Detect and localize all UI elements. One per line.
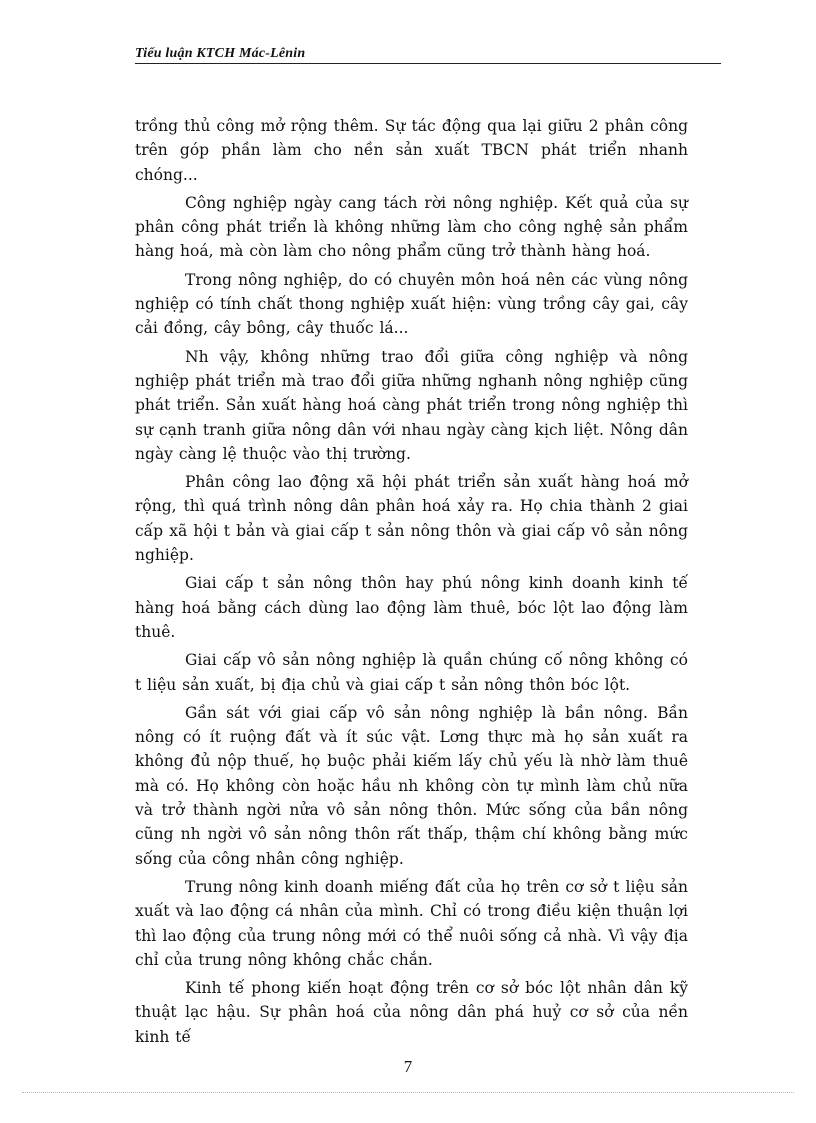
paragraph: Trung nông kinh doanh miếng đất của họ trên cơ sở t liệu sản xuất và lao động cá nhân của mình. Chỉ có trong điều kiện thuận lợi thì lao động của trung nông mới có thể nuôi sống cả nhà. Vì vậy địa chỉ của trung nông không chắc chắn. (135, 877, 688, 969)
page-bottom-border (22, 1092, 794, 1093)
running-header: Tiểu luận KTCH Mác-Lênin (135, 46, 721, 64)
paragraph: trồng thủ công mở rộng thêm. Sự tác động qua lại giữu 2 phân công trên góp phần làm cho nền sản xuất TBCN phát triển nhanh chóng... (135, 117, 688, 184)
paragraph: Nh vậy, không những trao đổi giữa công nghiệp và nông nghiệp phát triển mà trao đổi giữa những nghanh nông nghiệp cũng phát triển. Sản xuất hàng hoá càng phát triển trong nông nghiệp thì sự cạnh tranh giữa nông dân với nhau ngày càng kịch liệt. Nông dân ngày càng lệ thuộc vào thị trường. (135, 347, 688, 463)
paragraph: Gần sát với giai cấp vô sản nông nghiệp là bần nông. Bần nông có ít ruộng đất và ít súc vật. Lơng thực mà họ sản xuất ra không đủ nộp thuế, họ buộc phải kiếm lấy chủ yếu là nhờ làm thuê mà có. Họ không còn hoặc hầu nh không còn tự mình làm chủ nữa và trở thành ngời nửa vô sản nông thôn. Mức sống của bần nông cũng nh ngời vô sản nông thôn rất thấp, thậm chí không bằng mức sống của công nhân công nghiệp. (135, 703, 688, 868)
paragraph: Giai cấp t sản nông thôn hay phú nông kinh doanh kinh tế hàng hoá bằng cách dùng lao động làm thuê, bóc lột lao động làm thuê. (135, 574, 688, 641)
paragraph: Trong nông nghiệp, do có chuyên môn hoá nên các vùng nông nghiệp có tính chất thong nghiệp xuất hiện: vùng trồng cây gai, cây cải đồng, cây bông, cây thuốc lá... (135, 270, 688, 338)
paragraph: Phân công lao động xã hội phát triển sản xuất hàng hoá mở rộng, thì quá trình nông dân phân hoá xảy ra. Họ chia thành 2 giai cấp xã hội t bản và giai cấp t sản nông thôn và giai cấp vô sản nông nghiệp. (135, 473, 688, 565)
paragraph: Kinh tế phong kiến hoạt động trên cơ sở bóc lột nhân dân kỹ thuật lạc hậu. Sự phân hoá của nông dân phá huỷ cơ sở của nền kinh tế (135, 979, 688, 1046)
paragraph: Công nghiệp ngày cang tách rời nông nghiệp. Kết quả của sự phân công phát triển là không những làm cho công nghệ sản phẩm hàng hoá, mà còn làm cho nông phẩm cũng trở thành hàng hoá. (135, 193, 688, 261)
body-text (135, 114, 688, 1053)
paragraph: Giai cấp vô sản nông nghiệp là quần chúng cố nông không có t liệu sản xuất, bị địa chủ và giai cấp t sản nông thôn bóc lột. (135, 651, 688, 694)
page-number: 7 (403, 1057, 413, 1076)
